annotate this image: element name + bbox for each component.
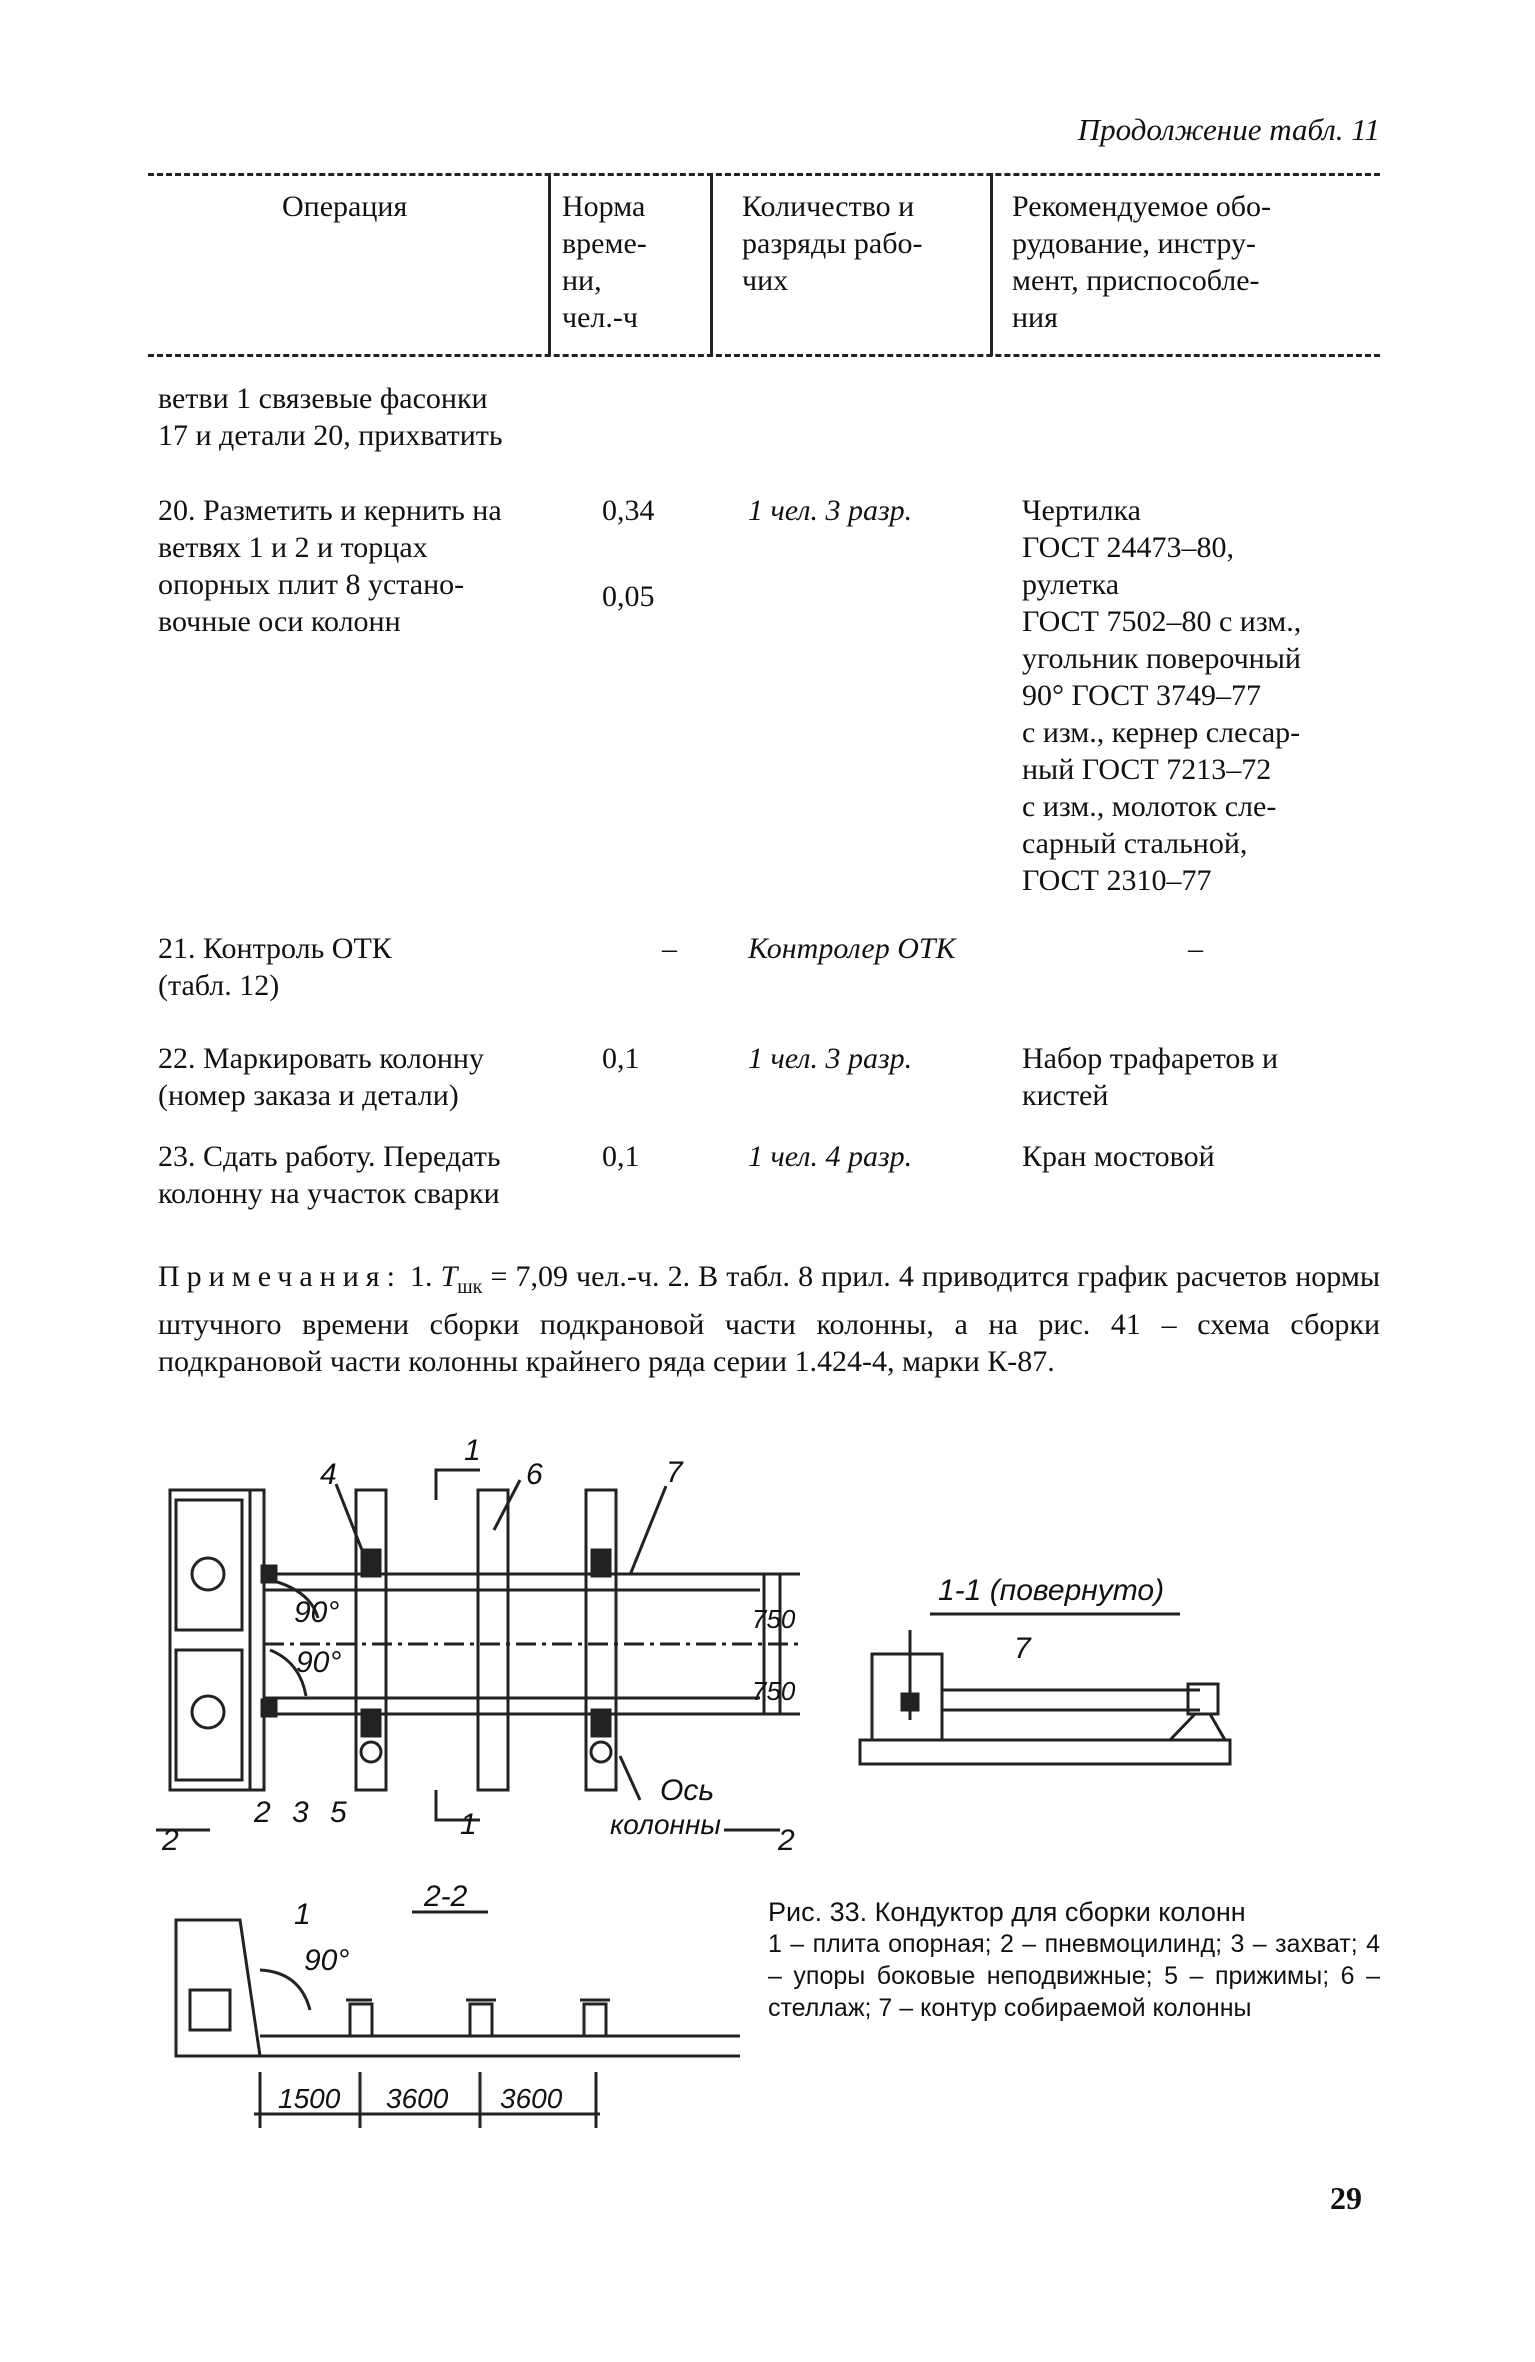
section-2-2-angle: 90°: [304, 1944, 350, 1977]
header-workers: Количество и разряды рабо- чих: [742, 190, 923, 297]
section-2-2-title: 2-2: [424, 1880, 468, 1913]
rack-3: [586, 1490, 616, 1790]
section-1-1-title: 1-1 (повернуто): [938, 1574, 1165, 1607]
row21-equipment: –: [1188, 932, 1203, 965]
label-6: 6: [526, 1458, 543, 1491]
label-7: 7: [666, 1456, 683, 1489]
notes-part2: = 7,09 чел.-ч. 2. В табл. 8 прил. 4 приводится график расчетов нормы штучного времени сборки подкрановой части колонны, а на рис. 41 – схема сборки подкрановой части колонны крайнего ряда серии 1.424-4, марки К-87.: [158, 1260, 1380, 1378]
header-operation: Операция: [282, 190, 408, 223]
rack-2: [478, 1490, 508, 1790]
cut-label-top: 1: [464, 1434, 481, 1467]
label-4: 4: [320, 1458, 337, 1491]
row20-equipment: Чертилка ГОСТ 24473–80, рулетка ГОСТ 7502–80 с изм., угольник поверочный 90° ГОСТ 3749–77 с изм., кернер слесар- ный ГОСТ 7213–72 с изм., молоток сле- сарный стальной, ГОСТ 2310–77: [1022, 494, 1302, 897]
row22-operation: 22. Маркировать колонну (номер заказа и детали): [158, 1042, 484, 1112]
dim-3600-1: 3600: [386, 2083, 449, 2114]
dim-1500: 1500: [278, 2083, 341, 2114]
page-number: 29: [1330, 2180, 1362, 2216]
angle-label-2: 90°: [296, 1646, 342, 1679]
label-3: 3: [292, 1796, 309, 1829]
dim-3600-2: 3600: [500, 2083, 563, 2114]
header-equipment: Рекомендуемое обо- рудование, инстру- мент, приспособле- ния: [1012, 190, 1272, 334]
cut-label-bottom: 1: [460, 1808, 477, 1841]
section-2-2-label-1: 1: [294, 1898, 311, 1931]
axis-label: Ось: [660, 1774, 715, 1807]
label-5: 5: [330, 1796, 347, 1829]
rack-1: [356, 1490, 386, 1790]
axis-label-2: колонны: [610, 1809, 721, 1840]
row20-norm-1: 0,34: [602, 494, 655, 527]
notes-part1: 1.: [401, 1260, 441, 1293]
row22-equipment: Набор трафаретов и кистей: [1022, 1042, 1279, 1112]
t-subscript: шк: [457, 1276, 483, 1298]
row22-workers: 1 чел. 3 разр.: [748, 1042, 913, 1075]
section-mark-2-right: 2: [778, 1824, 795, 1857]
caption-title: Рис. 33. Кондуктор для сборки колонн: [768, 1897, 1246, 1927]
t-symbol: T: [440, 1260, 458, 1293]
section-1-1-label-7: 7: [1014, 1632, 1031, 1665]
header-norm: Норма време- ни, чел.-ч: [562, 190, 647, 334]
table-row: ветви 1 связевые фасонки 17 и детали 20, прихватить: [158, 382, 503, 452]
notes-label: Примечания:: [158, 1260, 402, 1293]
section-1-1-base: [860, 1740, 1230, 1764]
row21-workers: Контролер ОТК: [748, 932, 956, 965]
caption-text: 1 – плита опорная; 2 – пневмоцилинд; 3 – захват; 4 – упоры боковые неподвижные; 5 – прижимы; 6 – стеллаж; 7 – контур собираемой колонны: [768, 1930, 1380, 2022]
angle-label-1: 90°: [294, 1596, 340, 1629]
continuation-label: Продолжение табл. 11: [1077, 112, 1380, 147]
row23-operation: 23. Сдать работу. Передать колонну на участок сварки: [158, 1140, 501, 1210]
figure-caption: [768, 1896, 1380, 2024]
row20-norm-2: 0,05: [602, 580, 655, 613]
row21-operation: 21. Контроль ОТК (табл. 12): [158, 932, 392, 1002]
row20-operation: 20. Разметить и кернить на ветвях 1 и 2 и торцах опорных плит 8 устано- вочные оси колонн: [158, 494, 502, 638]
label-2: 2: [254, 1796, 271, 1829]
section-mark-2-left: 2: [162, 1824, 179, 1857]
dim-750-1: 750: [752, 1604, 796, 1634]
row23-workers: 1 чел. 4 разр.: [748, 1140, 913, 1173]
row21-norm: –: [662, 932, 677, 965]
row22-norm: 0,1: [602, 1042, 640, 1075]
row23-equipment: Кран мостовой: [1022, 1140, 1215, 1173]
dim-750-2: 750: [752, 1676, 796, 1706]
support-plate-frame: [170, 1490, 250, 1790]
row20-workers: 1 чел. 3 разр.: [748, 494, 913, 527]
row23-norm: 0,1: [602, 1140, 640, 1173]
